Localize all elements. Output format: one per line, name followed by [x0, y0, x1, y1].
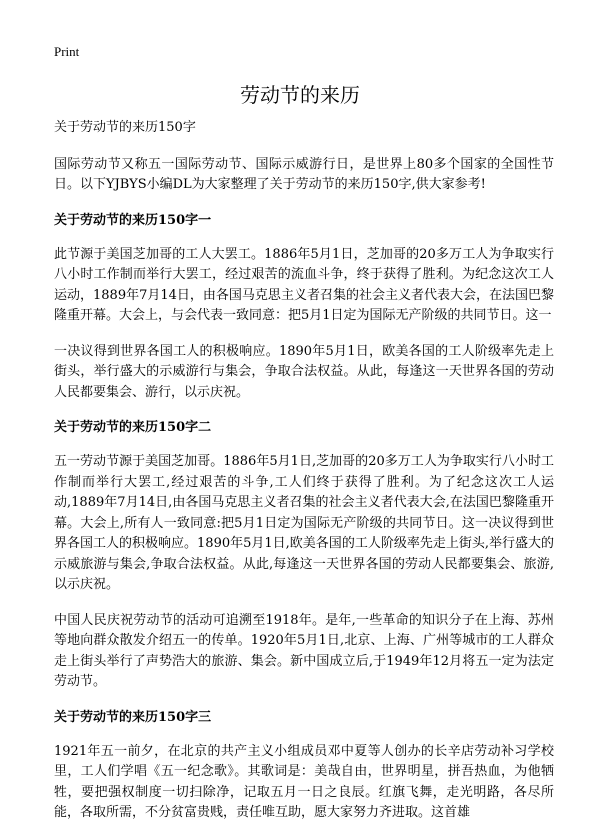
section-2-paragraph-1: 五一劳动节源于美国芝加哥。1886年5月1日,芝加哥的20多万工人为争取实行八小时工作制而举行大罢工,经过艰苦的斗争,工人们终于获得了胜利。为了纪念这次工人运动,1889年7月14日,由各国马克思主义者召集的社会主义者代表大会,在法国巴黎隆重开幕。大会上,所有人一致同意:把5月1日定为国际无产阶级的共同节日。这一决议得到世界各国工人的积极响应。1890年5月1日,欧美各国的工人阶级率先走上街头,举行盛大的示威旅游与集会,争取合法权益。从此,每逢这一天世界各国的劳动人民都要集会、旅游,以示庆祝。 — [54, 454, 554, 592]
section-heading-3: 关于劳动节的来历150字三 — [54, 709, 212, 725]
page-title: 劳动节的来历 — [240, 83, 360, 107]
section-1-paragraph-1: 此节源于美国芝加哥的工人大罢工。1886年5月1日，芝加哥的20多万工人为争取实行八小时工作制而举行大罢工，经过艰苦的流血斗争，终于获得了胜利。为纪念这次工人运动，1889年7月14日，由各国马克思主义者召集的社会主义者代表大会，在法国巴黎隆重开幕。大会上，与会代表一致同意：把5月1日定为国际无产阶级的共同节日。这一 — [54, 246, 554, 323]
section-3-paragraph-1: 1921年五一前夕，在北京的共产主义小组成员邓中夏等人创办的长辛店劳动补习学校里，工人们学唱《五一纪念歌》。其歌词是：美哉自由，世界明星，拼吾热血，为他牺牲，要把强权制度一切扫除净，记取五月一日之良辰。红旗飞舞，走光明路，各尽所能，各取所需，不分贫富贵贱，责任唯互助，愿大家努力齐进取。这首雄 — [54, 743, 554, 820]
section-heading-2: 关于劳动节的来历150字二 — [54, 420, 212, 435]
section-2-paragraph-2: 中国人民庆祝劳动节的活动可追溯至1918年。是年,一些革命的知识分子在上海、苏州等地向群众散发介绍五一的传单。1920年5月1日,北京、上海、广州等城市的工人群众走上街头举行了声势浩大的旅游、集会。新中国成立后,于1949年12月将五一定为法定劳动节。 — [54, 612, 554, 689]
article-subtitle: 关于劳动节的来历150字 — [54, 120, 196, 135]
section-1-paragraph-2: 一决议得到世界各国工人的积极响应。1890年5月1日，欧美各国的工人阶级率先走上街头，举行盛大的示威游行与集会，争取合法权益。从此，每逢这一天世界各国的劳动人民都要集会、游行，以示庆祝。 — [54, 343, 554, 400]
section-heading-1: 关于劳动节的来历150字一 — [54, 212, 212, 228]
intro-paragraph: 国际劳动节又称五一国际劳动节、国际示威游行日，是世界上80多个国家的全国性节日。以下YJBYS小编DL为大家整理了关于劳动节的来历150字,供大家参考! — [54, 156, 554, 192]
article-body — [54, 118, 554, 839]
print-link[interactable]: Print — [54, 44, 80, 59]
